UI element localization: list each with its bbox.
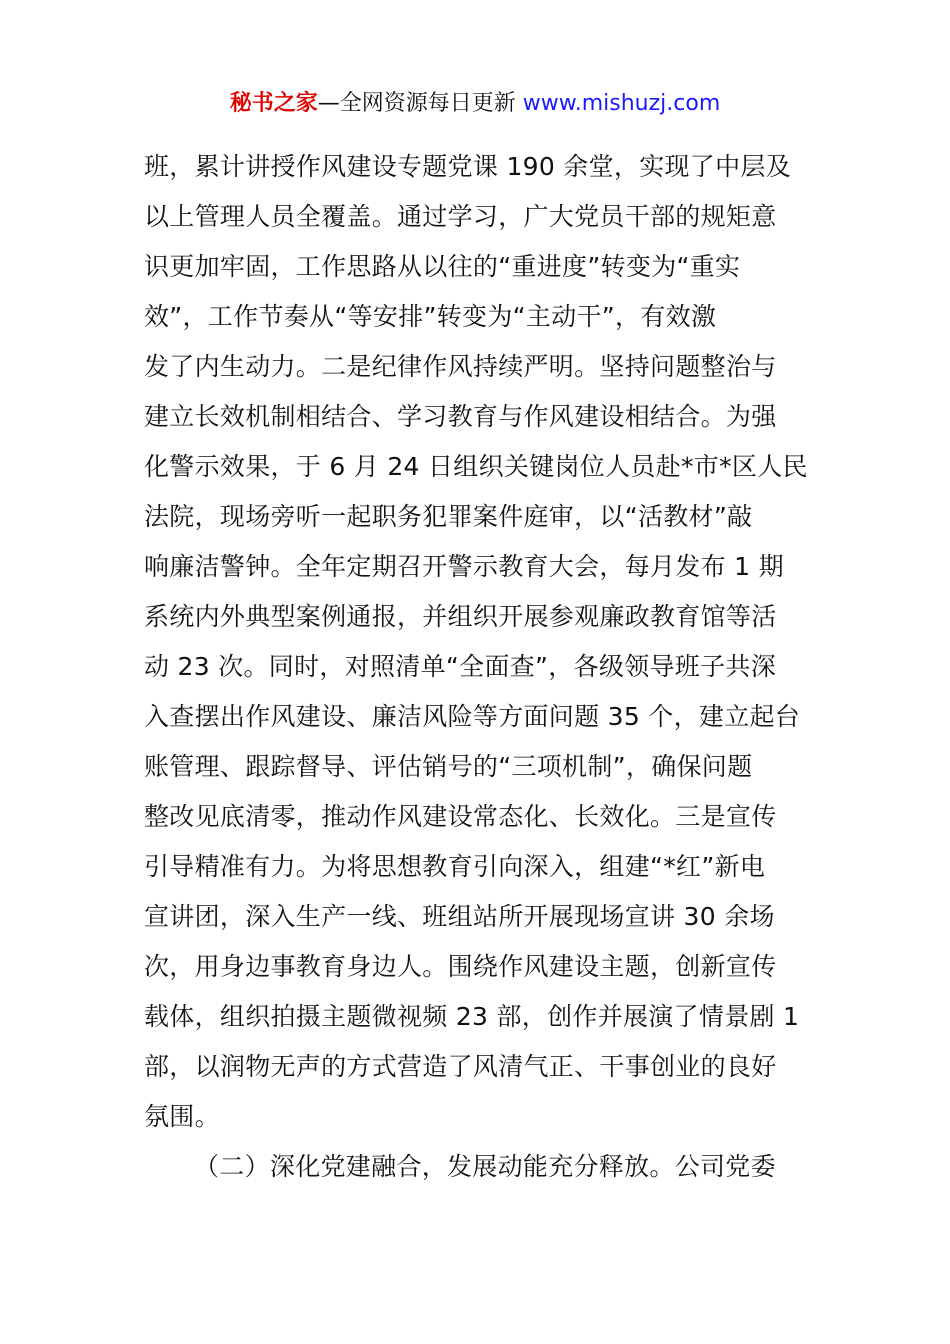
text-line: 载体，组织拍摄主题微视频 23 部，创作并展演了情景剧 1 (144, 1002, 800, 1031)
text-line: 宣讲团，深入生产一线、班组站所开展现场宣讲 30 余场 (144, 902, 775, 931)
header-tagline: —全网资源每日更新 (317, 91, 523, 116)
text-line: 次，用身边事教育身边人。围绕作风建设主题，创新宣传 (144, 952, 777, 981)
text-line: 整改见底清零，推动作风建设常态化、长效化。三是宣传 (144, 802, 777, 831)
text-line: 识更加牢固，工作思路从以往的“重进度”转变为“重实 (144, 252, 741, 281)
text-line: 以上管理人员全覆盖。通过学习，广大党员干部的规矩意 (144, 202, 777, 231)
document-body (144, 142, 814, 1192)
text-line: 响廉洁警钟。全年定期召开警示教育大会，每月发布 1 期 (144, 552, 784, 581)
text-line: 化警示效果，于 6 月 24 日组织关键岗位人员赴*市*区人民 (144, 452, 808, 481)
site-header (0, 88, 950, 120)
text-line: 动 23 次。同时，对照清单“全面查”，各级领导班子共深 (144, 652, 777, 681)
text-line: 班，累计讲授作风建设专题党课 190 余堂，实现了中层及 (144, 152, 792, 181)
text-line: 效”，工作节奏从“等安排”转变为“主动干”，有效激 (144, 302, 717, 331)
text-line: 账管理、跟踪督导、评估销号的“三项机制”，确保问题 (144, 752, 753, 781)
text-line: 入查摆出作风建设、廉洁风险等方面问题 35 个，建立起台 (144, 702, 801, 731)
text-line: 系统内外典型案例通报，并组织开展参观廉政教育馆等活 (144, 602, 777, 631)
text-line: 部，以润物无声的方式营造了风清气正、干事创业的良好 (144, 1052, 777, 1081)
text-line: 引导精准有力。为将思想教育引向深入，组建“*红”新电 (144, 852, 766, 881)
site-url-link[interactable]: www.mishuzj.com (522, 91, 721, 116)
text-line: 建立长效机制相结合、学习教育与作风建设相结合。为强 (144, 402, 777, 431)
section-heading-line: （二）深化党建融合，发展动能充分释放。公司党委 (194, 1152, 776, 1181)
text-line: 法院，现场旁听一起职务犯罪案件庭审，以“活教材”敲 (144, 502, 753, 531)
brand-name: 秘书之家 (229, 91, 318, 116)
text-line: 发了内生动力。二是纪律作风持续严明。坚持问题整治与 (144, 352, 777, 381)
text-line: 氛围。 (144, 1102, 220, 1131)
